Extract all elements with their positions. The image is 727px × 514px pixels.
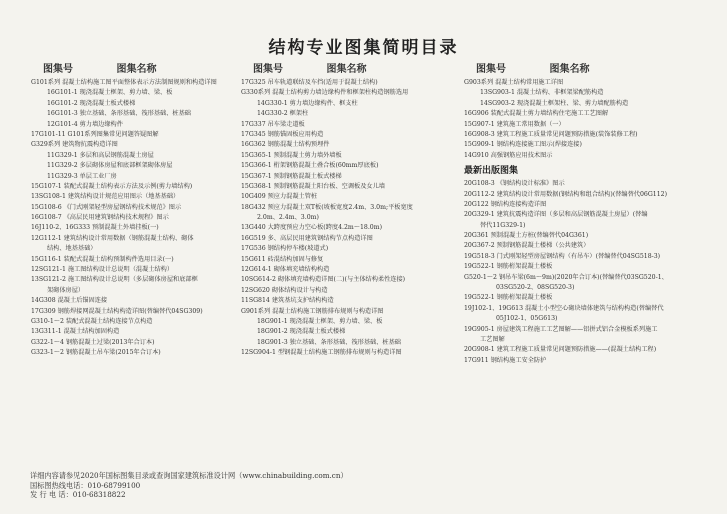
catalog-entry: 20G367-2 预制钢筋混凝土楼梯（公共建筑） (464, 242, 590, 250)
header-code-label: 图集号 (476, 64, 506, 75)
header-code-label: 图集号 (253, 64, 283, 75)
catalog-entry: 19G522-1 钢筋桁架混凝土楼板 (464, 294, 553, 302)
column-header (241, 60, 476, 74)
catalog-subentry: 03SG520-2、08SG520-3) (496, 284, 575, 292)
catalog-entry: 17G911 钢结构施工安全防护 (464, 356, 547, 364)
catalog-subentry: 05J102-1、05G613) (496, 315, 558, 323)
catalog-entry: 15G116-1 装配式混凝土结构预制构件选用目录(一) (31, 255, 174, 263)
catalog-entry: 15G366-1 桁架钢筋混凝土叠合板(60mm厚底板) (241, 162, 379, 170)
column-header (464, 60, 722, 74)
catalog-entry: 12G614-1 砌体填充墙结构构造 (241, 266, 330, 274)
catalog-entry: G101系列 混凝土结构施工图平面整体表示方法制图规则和构造详图 (31, 79, 217, 86)
catalog-entry: 20G329-1 建筑抗震构造详图（多层和高层钢筋混凝土房屋）(替编 (464, 211, 648, 219)
footer-hotline: 国标图热线电话：010-68799100 (30, 480, 141, 490)
catalog-entry: 18G432 预应力混凝土双T板(坡板宽度2.4m、3.0m;平板宽度 (241, 203, 413, 211)
catalog-entry: 16G906 装配式混凝土剪力墙结构住宅施工工艺图解 (464, 110, 609, 118)
catalog-entry: 20G908-1 建筑工程施工质量常见问题预防措施——(混凝土结构工程) (464, 346, 657, 354)
catalog-entry: 17G325 吊车轨道联结及车挡(适用于混凝土结构) (241, 79, 378, 86)
catalog-entry: 15G907-1 建筑施工常用数据（一） (464, 120, 565, 128)
catalog-column-3 (464, 60, 722, 366)
catalog-entry: 14G308 混凝土后锚固连接 (31, 297, 108, 305)
catalog-subentry: 14G330-2 框架柱 (257, 110, 309, 118)
footer-sales-phone: 发 行 电 话：010-68318822 (30, 490, 126, 499)
footer-website-line: 详细内容请参见2020年国标图集目录或查询国家建筑标准设计网（www.chinabuilding.com.cn） (30, 471, 348, 480)
catalog-entry: 11SG814 建筑基坑支护结构构造 (241, 297, 334, 305)
catalog-entry: 13SG108-1 建筑结构设计规范应用图示（地基基础） (31, 193, 180, 201)
catalog-entry: G322-1～4 钢筋混凝土过梁(2013年合订本) (31, 338, 155, 346)
section-heading-new-publications: 最新出版图集 (464, 166, 519, 177)
catalog-entry: 15G107-1 装配式混凝土结构表示方法及示例(剪力墙结构) (31, 182, 193, 190)
catalog-entry: G903系列 混凝土结构常用施工详图 (464, 79, 564, 86)
catalog-entry: 19G905-1 房屋建筑工程施工工艺图解——铝拼式铝合金模板系列施工 (464, 325, 658, 333)
catalog-subentry: 12G101-4 剪力墙边缘构件 (47, 120, 123, 128)
catalog-subentry: 16G101-1 现浇混凝土框架、剪力墙、梁、板 (47, 89, 173, 97)
catalog-entry: 12G112-1 建筑结构设计常用数据（钢筋混凝土结构、砌体 (31, 234, 194, 242)
catalog-entry: G329系列 建筑物抗震构造详图 (31, 141, 118, 149)
catalog-entry: G323-1～2 钢筋混凝土吊车梁(2015年合订本) (31, 349, 161, 357)
header-name-label: 图集名称 (549, 64, 590, 75)
catalog-subentry: 14G330-1 剪力墙边缘构件、框支柱 (257, 99, 358, 107)
catalog-entry: 12SG620 砌体结构设计与构造 (241, 286, 328, 294)
catalog-subentry: 13SG903-1 混凝土结构、非框架梁配筋构造 (480, 89, 604, 97)
catalog-entry: 16J110-2、16G333 预制混凝土外墙挂板(一) (31, 224, 159, 232)
catalog-entry: 19G518-3 门式刚架轻型房屋钢结构（有吊车）(替编替代04SG518-3) (464, 252, 661, 260)
catalog-entry: 16G362 钢筋混凝土结构预埋件 (241, 141, 330, 149)
page-title: 结构专业图集简明目录 (268, 38, 459, 58)
catalog-subentry: 14SG903-2 现浇混凝土框架柱、梁、剪力墙配筋构造 (480, 99, 629, 107)
catalog-entry: 15G365-1 预制混凝土剪力墙外墙板 (241, 151, 342, 159)
catalog-entry: G310-1～2 装配式混凝土结构连接节点构造 (31, 317, 153, 325)
catalog-entry: 19G522-1 钢筋桁架混凝土楼板 (464, 263, 553, 271)
catalog-entry: 20G361 预制混凝土方桩(替编替代04G361) (464, 232, 589, 240)
catalog-subentry: 18G901-3 独立基础、条形基础、筏形基础、桩基础 (257, 338, 401, 346)
catalog-entry: 12SG904-1 型钢混凝土结构施工钢筋排布规则与构造详图 (241, 349, 402, 357)
catalog-entry: 16G108-7 《高层民用建筑钢结构技术规程》图示 (31, 214, 169, 222)
catalog-subentry: 结构、地基基础） (47, 245, 97, 253)
catalog-subentry: 16G101-2 现浇混凝土板式楼梯 (47, 99, 136, 107)
catalog-entry: 14G910 高强钢筋应用技术图示 (464, 151, 553, 159)
catalog-entry: 17G536 钢结构停车楼(坡道式) (241, 245, 329, 253)
catalog-subentry: 16G101-3 独立基础、条形基础、筏形基础、桩基础 (47, 110, 191, 118)
catalog-entry: G901系列 混凝土结构施工钢筋排布规则与构造详图 (241, 307, 384, 315)
catalog-subentry: 18G901-2 现浇混凝土板式楼梯 (257, 328, 346, 336)
catalog-entry: 15G368-1 预制钢筋混凝土阳台板、空调板及女儿墙 (241, 182, 385, 190)
catalog-entry: 17G337 吊车梁走道板 (241, 120, 305, 128)
catalog-entry: 20G112-2 建筑结构设计常用数据(钢结构和组合结构)(替编替代06G112) (464, 190, 668, 198)
catalog-entry: 15G108-6 《门式刚架轻型房屋钢结构技术规范》图示 (31, 203, 182, 211)
catalog-subentry: 11G329-2 多层砌体房屋和底部框架砌体房屋 (47, 162, 173, 170)
catalog-subentry: 替代11G329-1) (480, 221, 526, 229)
catalog-entry: 15G611 砖混结构加固与修复 (241, 255, 324, 263)
catalog-entry: 17G101-11 G101系列图集常见问题答疑图解 (31, 130, 159, 138)
catalog-subentry: 2.0m、2.4m、3.0m) (257, 214, 319, 222)
catalog-entry: 19J102-1、19G613 混凝土小型空心砌块墙体建筑与结构构造(替编替代 (464, 304, 664, 312)
catalog-entry: 10SG614-2 砌体填充墙构造详图(二)(与主体结构柔性连接) (241, 276, 406, 284)
catalog-entry: 17G309 钢筋焊接网混凝土结构构造详图(替编替代04SG309) (31, 307, 203, 315)
catalog-entry: G330系列 混凝土结构剪力墙边缘构件和框架柱构造钢筋选用 (241, 89, 409, 97)
catalog-entry: 13G440 大跨度预应力空心板(跨度4.2m～18.0m) (241, 224, 383, 232)
catalog-column-2 (241, 60, 476, 359)
header-name-label: 图集名称 (116, 64, 157, 75)
catalog-entry: 13G311-1 混凝土结构加固构造 (31, 328, 120, 336)
catalog-entry: 13SG121-2 施工图结构设计总说明（多层砌体房屋和底部框 (31, 276, 198, 284)
catalog-entry: 10G409 预应力混凝土管桩 (241, 193, 318, 201)
catalog-entry: 16G908-3 建筑工程施工质量常见问题预防措施(装饰装修工程) (464, 130, 638, 138)
catalog-subentry: 18G901-1 现浇混凝土框架、剪力墙、梁、板 (257, 317, 383, 325)
catalog-subentry: 工艺图解 (480, 335, 505, 343)
catalog-entry: 20G108-3 《钢结构设计标准》图示 (464, 180, 565, 188)
catalog-entry: 16G519 多、高层民用建筑钢结构节点构造详图 (241, 234, 373, 242)
header-code-label: 图集号 (43, 64, 73, 75)
column-header (31, 60, 267, 74)
catalog-subentry: 11G329-1 多层和高层钢筋混凝土房屋 (47, 151, 154, 159)
catalog-entry: 12SG121-1 施工图结构设计总说明（混凝土结构） (31, 266, 174, 274)
catalog-entry: 17G345 钢筋锚固板应用构造 (241, 130, 324, 138)
catalog-column-1 (31, 60, 267, 359)
catalog-entry: 15G909-1 钢结构连接施工图示(焊接连接) (464, 141, 582, 149)
catalog-subentry: 架砌体房屋） (47, 286, 85, 294)
catalog-entry: 15G367-1 预制钢筋混凝土板式楼梯 (241, 172, 342, 180)
catalog-entry: G520-1～2 钢吊车梁(6m～9m)(2020年合订本)(替编替代03SG520-1、 (464, 273, 668, 281)
catalog-subentry: 11G329-3 单层工业厂房 (47, 172, 117, 180)
footer-info (30, 471, 480, 500)
catalog-entry: 20G122 钢结构连接构造详图 (464, 200, 547, 208)
header-name-label: 图集名称 (326, 64, 367, 75)
